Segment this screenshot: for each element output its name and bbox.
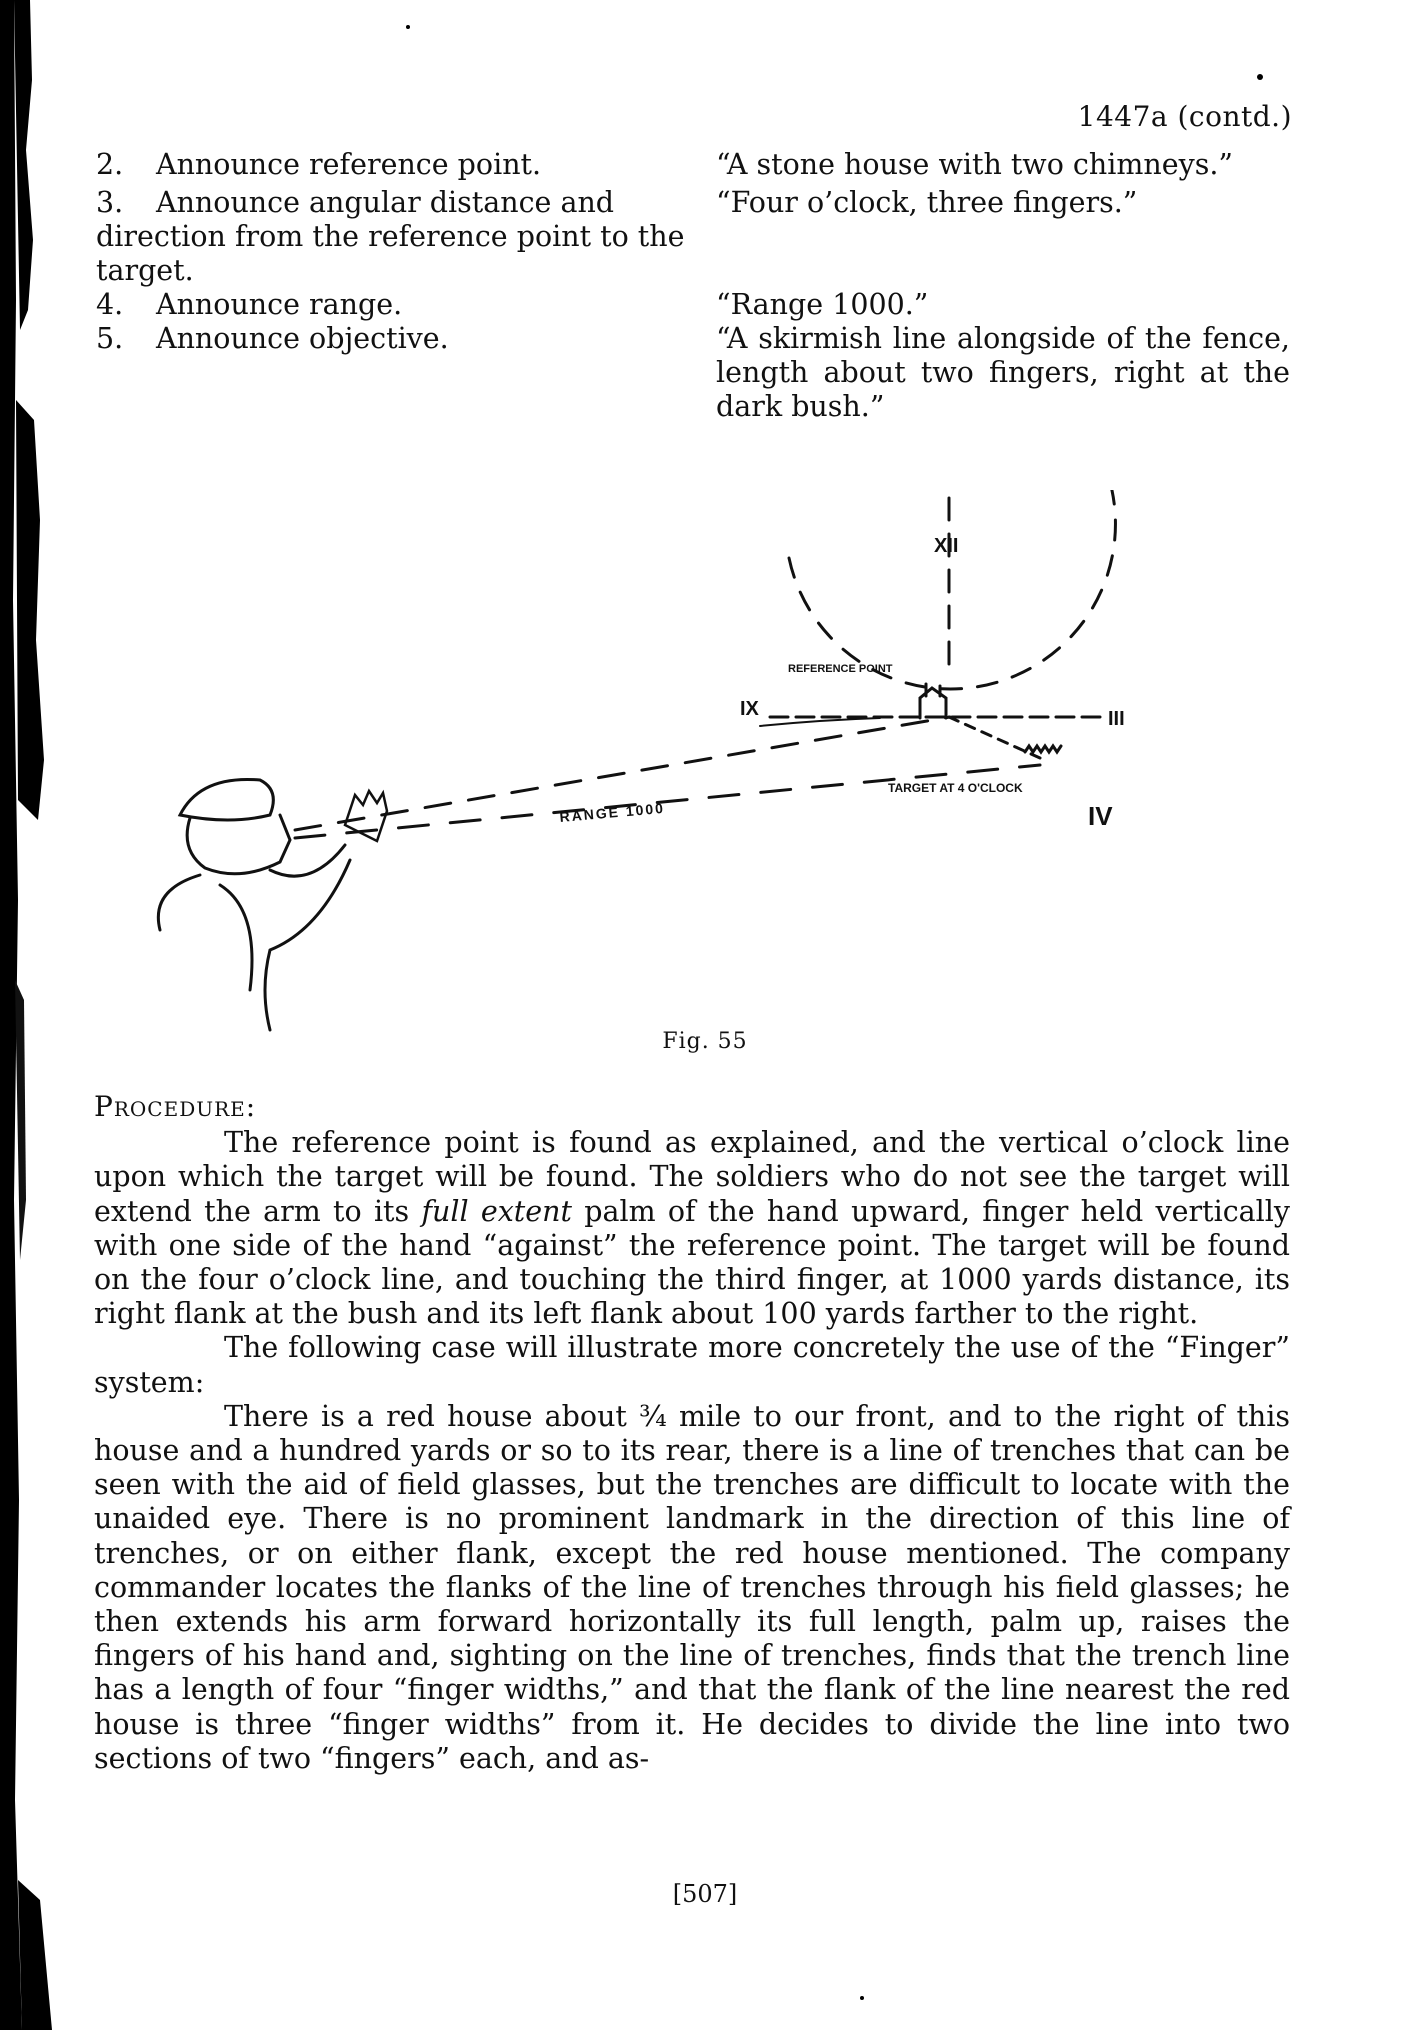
- step-row: [96, 288, 1290, 322]
- figure-caption: Fig. 55: [662, 1029, 748, 1054]
- step-row: [96, 148, 1290, 182]
- section-reference: 1447a (contd.): [1077, 100, 1292, 133]
- announcement-steps: [96, 148, 1290, 424]
- procedure-paragraph: The following case will illustrate more concretely the use of the “Finger” system:: [94, 1331, 1290, 1399]
- step-label: Announce reference point.: [156, 148, 542, 181]
- page-number: [507]: [672, 1880, 738, 1908]
- procedure-section: [94, 1090, 1290, 1776]
- step-row: [96, 322, 1290, 424]
- step-label: Announce objective.: [156, 322, 449, 355]
- label-iv: IV: [1088, 801, 1113, 831]
- step-announcement: “Four o’clock, three fingers.”: [716, 186, 1138, 219]
- step-number: 3.: [96, 186, 124, 219]
- label-reference-point: REFERENCE POINT: [788, 663, 893, 675]
- step-announcement: “A skirmish line alongside of the fence, length about two fingers, right at the dark bush.”: [716, 322, 1290, 423]
- step-number: 2.: [96, 148, 124, 181]
- label-xii: XII: [934, 535, 959, 557]
- step-row: [96, 186, 1290, 288]
- step-number: 5.: [96, 322, 124, 355]
- step-announcement: “A stone house with two chimneys.”: [716, 148, 1233, 181]
- procedure-paragraph: There is a red house about ¾ mile to our front, and to the right of this house and a hundred yards or so to its rear, there is a line of trenches that can be seen with the aid of field glasses, but the trenches are difficult to locate with the unaided eye. There is no prominent landmark in the direction of this line of trenches, or on either flank, except the red house mentioned. The company commander locates the flanks of the line of trenches through his field glasses; he then extends his arm forward horizontally its full length, palm up, raises the fingers of his hand and, sighting on the line of trenches, finds that the trench line has a length of four “finger widths,” and that the flank of the line nearest the red house is three “finger widths” from it. He decides to divide the line into two sections of two “fingers” each, and as-: [94, 1399, 1290, 1775]
- skirmish-line: [1025, 746, 1061, 752]
- label-ix: IX: [740, 698, 759, 720]
- soldier-cap: [180, 779, 273, 820]
- procedure-paragraph: The reference point is found as explained, and the vertical o’clock line upon which the target will be found. The soldiers who do not see the target will extend the arm to its full extent palm of the hand upward, finger held vertically with one side of the hand “against” the reference point. The target will be found on the four o’clock line, and touching the third finger, at 1000 yards distance, its right flank at the bush and its left flank about 100 yards farther to the right.: [94, 1126, 1290, 1331]
- label-iii: III: [1108, 708, 1125, 730]
- sight-line-lower: [295, 765, 1040, 838]
- step-label: Announce angular distance and direction from the reference point to the target.: [96, 186, 685, 287]
- fence: [760, 718, 880, 726]
- soldier-head: [187, 815, 290, 874]
- step-number: 4.: [96, 288, 124, 321]
- procedure-heading: Procedure:: [94, 1090, 257, 1123]
- step-label: Announce range.: [156, 288, 403, 321]
- label-range: RANGE 1000: [558, 799, 666, 825]
- finger-system-diagram: [120, 490, 1180, 1050]
- step-announcement: “Range 1000.”: [716, 288, 929, 321]
- clock-dial-arc: [789, 490, 1115, 689]
- label-target: TARGET AT 4 O'CLOCK: [888, 781, 1023, 795]
